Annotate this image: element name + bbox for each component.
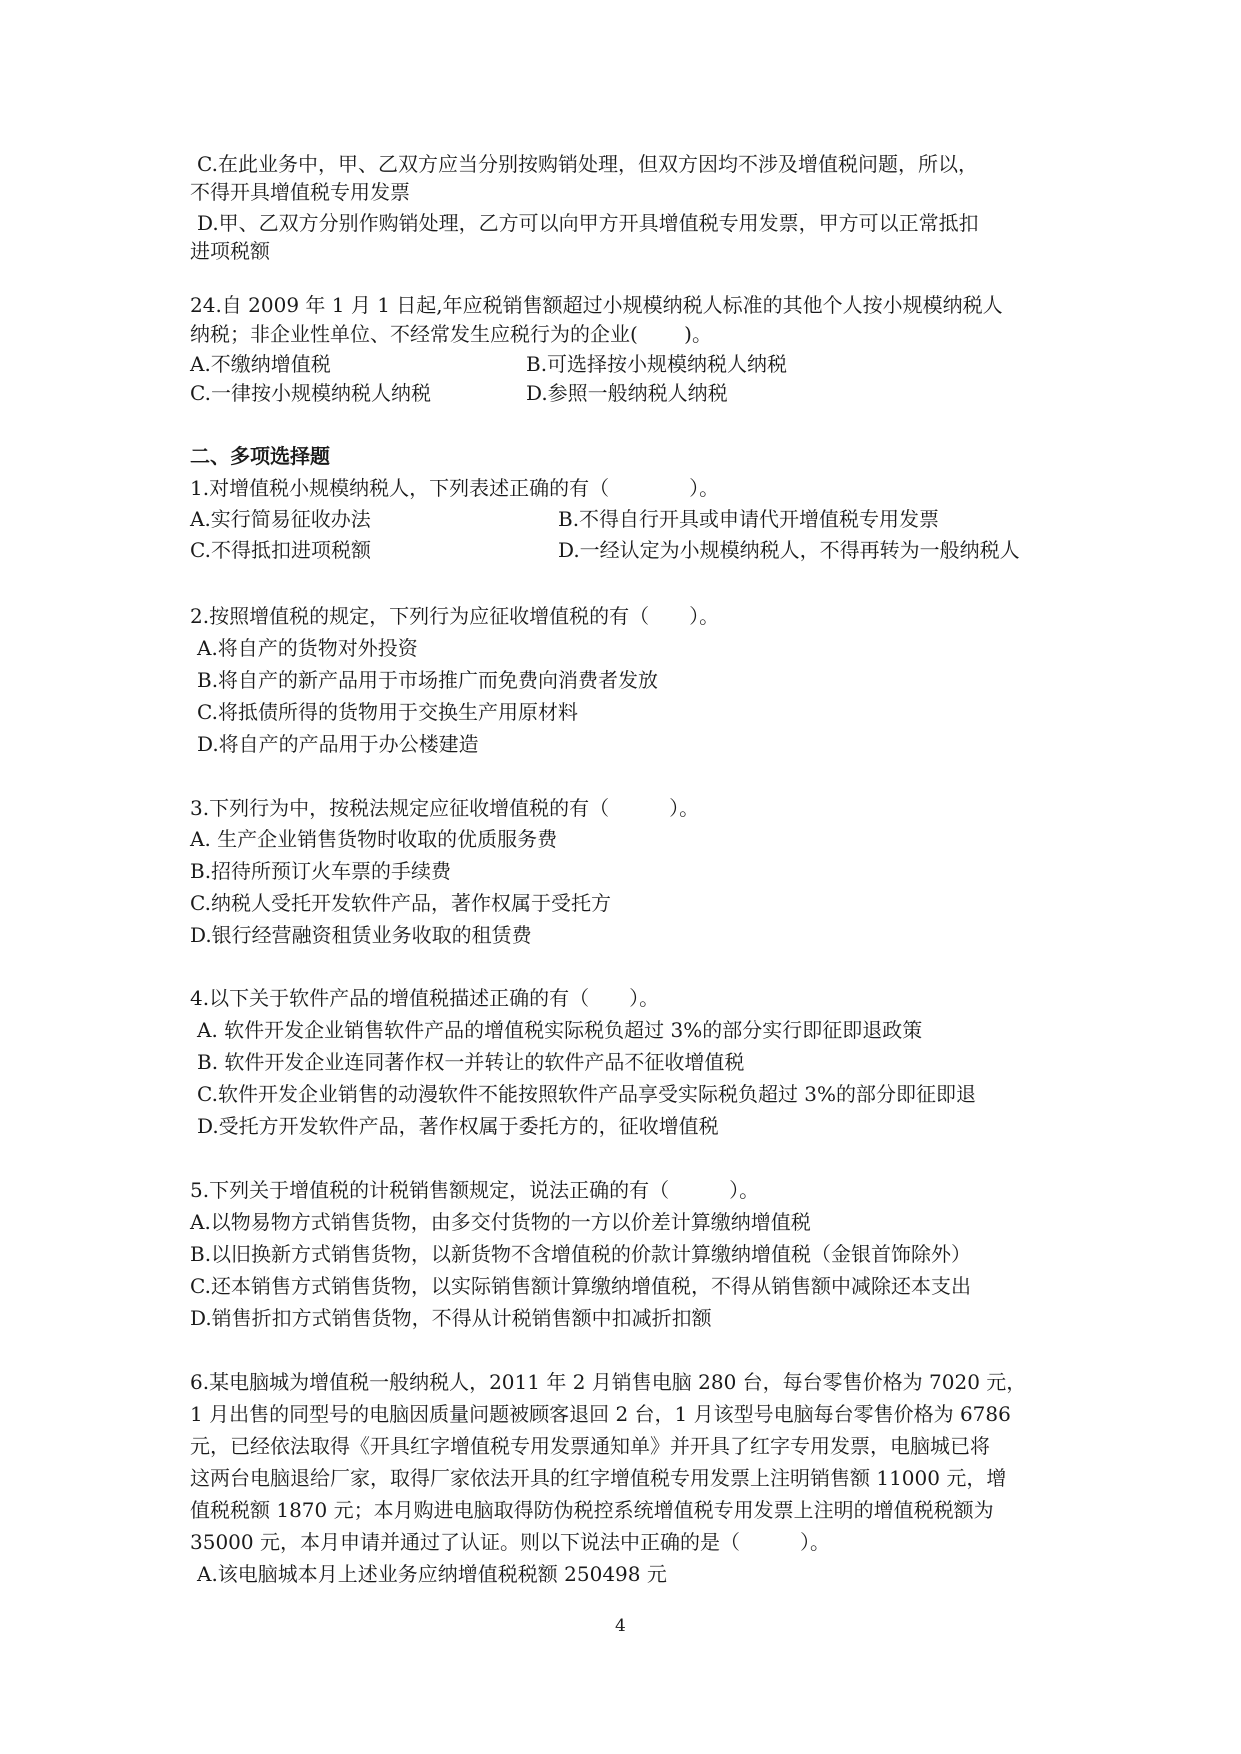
mq6-option-a: A.该电脑城本月上述业务应纳增值税税额 250498 元: [197, 1562, 667, 1586]
mq2-option-b: B.将自产的新产品用于市场推广而免费向消费者发放: [197, 668, 659, 692]
mq2-option-d: D.将自产的产品用于办公楼建造: [197, 732, 479, 756]
q23-option-c-line2: 不得开具增值税专用发票: [190, 180, 410, 204]
mq5-stem: 5.下列关于增值税的计税销售额规定，说法正确的有（ ）。: [190, 1178, 760, 1202]
mq2-stem: 2.按照增值税的规定，下列行为应征收增值税的有（ ）。: [190, 604, 720, 628]
q24-option-b: B.可选择按小规模纳税人纳税: [526, 352, 788, 376]
mq6-stem-line6: 35000 元，本月申请并通过了认证。则以下说法中正确的是（ ）。: [190, 1530, 830, 1554]
mq5-option-c: C.还本销售方式销售货物，以实际销售额计算缴纳增值税，不得从销售额中减除还本支出: [190, 1274, 971, 1298]
mq1-stem: 1.对增值税小规模纳税人，下列表述正确的有（ ）。: [190, 476, 720, 500]
mq1-option-b: B.不得自行开具或申请代开增值税专用发票: [558, 507, 940, 531]
mq5-option-d: D.销售折扣方式销售货物，不得从计税销售额中扣减折扣额: [190, 1306, 712, 1330]
mq5-option-a: A.以物易物方式销售货物，由多交付货物的一方以价差计算缴纳增值税: [190, 1210, 811, 1234]
mq3-stem: 3.下列行为中，按税法规定应征收增值税的有（ ）。: [190, 796, 700, 820]
mq3-option-c: C.纳税人受托开发软件产品，著作权属于受托方: [190, 891, 611, 915]
mq1-option-c: C.不得抵扣进项税额: [190, 538, 371, 562]
q24-stem-line2: 纳税；非企业性单位、不经常发生应税行为的企业( )。: [190, 322, 712, 346]
mq4-option-c: C.软件开发企业销售的动漫软件不能按照软件产品享受实际税负超过 3%的部分即征即退: [197, 1082, 977, 1106]
mq6-stem-line3: 元，已经依法取得《开具红字增值税专用发票通知单》并开具了红字专用发票，电脑城已将: [190, 1434, 990, 1458]
section-title: 二、多项选择题: [190, 444, 330, 468]
q24-option-c: C.一律按小规模纳税人纳税: [190, 381, 431, 405]
mq4-stem: 4.以下关于软件产品的增值税描述正确的有（ ）。: [190, 986, 660, 1010]
mq1-option-a: A.实行简易征收办法: [190, 507, 371, 531]
q23-option-d-line2: 进项税额: [190, 239, 270, 263]
mq3-option-d: D.银行经营融资租赁业务收取的租赁费: [190, 923, 532, 947]
q23-option-d-line1: D.甲、乙双方分别作购销处理，乙方可以向甲方开具增值税专用发票，甲方可以正常抵扣: [197, 211, 979, 235]
mq1-option-d: D.一经认定为小规模纳税人，不得再转为一般纳税人: [558, 538, 1020, 562]
q24-option-d: D.参照一般纳税人纳税: [526, 381, 728, 405]
mq6-stem-line4: 这两台电脑退给厂家，取得厂家依法开具的红字增值税专用发票上注明销售额 11000 元，增: [190, 1466, 1007, 1490]
mq6-stem-line1: 6.某电脑城为增值税一般纳税人，2011 年 2 月销售电脑 280 台，每台零售价格为 7020 元，: [190, 1370, 1027, 1394]
mq6-stem-line2: 1 月出售的同型号的电脑因质量问题被顾客退回 2 台，1 月该型号电脑每台零售价格为 6786: [190, 1402, 1011, 1426]
mq2-option-a: A.将自产的货物对外投资: [197, 636, 418, 660]
mq4-option-d: D.受托方开发软件产品，著作权属于委托方的，征收增值税: [197, 1114, 719, 1138]
mq4-option-a: A. 软件开发企业销售软件产品的增值税实际税负超过 3%的部分实行即征即退政策: [197, 1018, 923, 1042]
mq5-option-b: B.以旧换新方式销售货物，以新货物不含增值税的价款计算缴纳增值税（金银首饰除外）: [190, 1242, 972, 1266]
q24-stem-line1: 24.自 2009 年 1 月 1 日起,年应税销售额超过小规模纳税人标准的其他个人按小规模纳税人: [190, 293, 1003, 317]
mq3-option-a: A. 生产企业销售货物时收取的优质服务费: [190, 827, 558, 851]
mq3-option-b: B.招待所预订火车票的手续费: [190, 859, 452, 883]
mq2-option-c: C.将抵债所得的货物用于交换生产用原材料: [197, 700, 578, 724]
q23-option-c-line1: C.在此业务中，甲、乙双方应当分别按购销处理，但双方因均不涉及增值税问题，所以，: [197, 152, 978, 176]
page-number: 4: [615, 1616, 626, 1636]
mq4-option-b: B. 软件开发企业连同著作权一并转让的软件产品不征收增值税: [197, 1050, 745, 1074]
q24-option-a: A.不缴纳增值税: [190, 352, 331, 376]
mq6-stem-line5: 值税税额 1870 元；本月购进电脑取得防伪税控系统增值税专用发票上注明的增值税税额为: [190, 1498, 994, 1522]
